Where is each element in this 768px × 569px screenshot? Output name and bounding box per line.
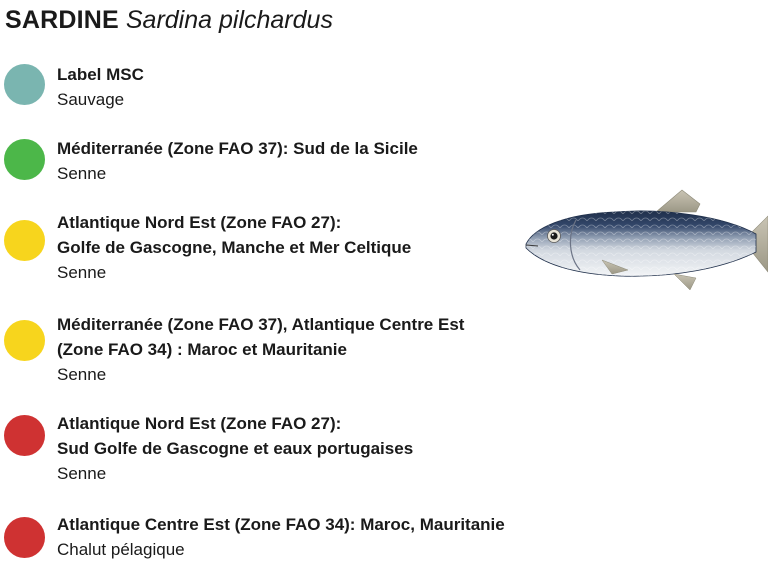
entry-text bbox=[57, 411, 557, 486]
entry-text bbox=[57, 312, 557, 387]
method-label: Senne bbox=[57, 263, 107, 282]
rating-dot bbox=[4, 220, 45, 261]
rating-dot bbox=[4, 64, 45, 105]
rating-dot bbox=[4, 320, 45, 361]
entry-text bbox=[57, 136, 557, 186]
method-label: Chalut pélagique bbox=[57, 540, 185, 559]
entry-text bbox=[57, 62, 557, 112]
zone-label: Méditerranée (Zone FAO 37): Sud de la Sicile bbox=[57, 139, 418, 158]
zone-label: Sud Golfe de Gascogne et eaux portugaises bbox=[57, 439, 414, 458]
sardine-fish-icon bbox=[524, 186, 768, 294]
rating-dot bbox=[4, 415, 45, 456]
species-latin-name: Sardina pilchardus bbox=[125, 6, 333, 34]
list-item bbox=[0, 62, 540, 112]
zone-label: Atlantique Centre Est (Zone FAO 34): Maroc, Mauritanie bbox=[57, 515, 505, 534]
method-label: Sauvage bbox=[57, 90, 125, 109]
zone-label: (Zone FAO 34) : Maroc et Mauritanie bbox=[57, 340, 347, 359]
species-common-name: SARDINE bbox=[5, 6, 119, 34]
list-item bbox=[0, 411, 540, 486]
zone-label: Golfe de Gascogne, Manche et Mer Celtique bbox=[57, 238, 412, 257]
zone-label: Méditerranée (Zone FAO 37), Atlantique Centre Est bbox=[57, 315, 465, 334]
rating-dot bbox=[4, 517, 45, 558]
list-item bbox=[0, 512, 540, 562]
zone-label: Label MSC bbox=[57, 65, 144, 84]
list-item bbox=[0, 312, 540, 387]
zone-label: Atlantique Nord Est (Zone FAO 27): bbox=[57, 213, 342, 232]
zone-label: Atlantique Nord Est (Zone FAO 27): bbox=[57, 414, 342, 433]
rating-dot bbox=[4, 139, 45, 180]
entry-text bbox=[57, 512, 557, 562]
list-item bbox=[0, 136, 540, 186]
method-label: Senne bbox=[57, 164, 107, 183]
method-label: Senne bbox=[57, 464, 107, 483]
page-title bbox=[5, 4, 333, 36]
method-label: Senne bbox=[57, 365, 107, 384]
entry-text bbox=[57, 210, 557, 285]
list-item bbox=[0, 210, 540, 285]
